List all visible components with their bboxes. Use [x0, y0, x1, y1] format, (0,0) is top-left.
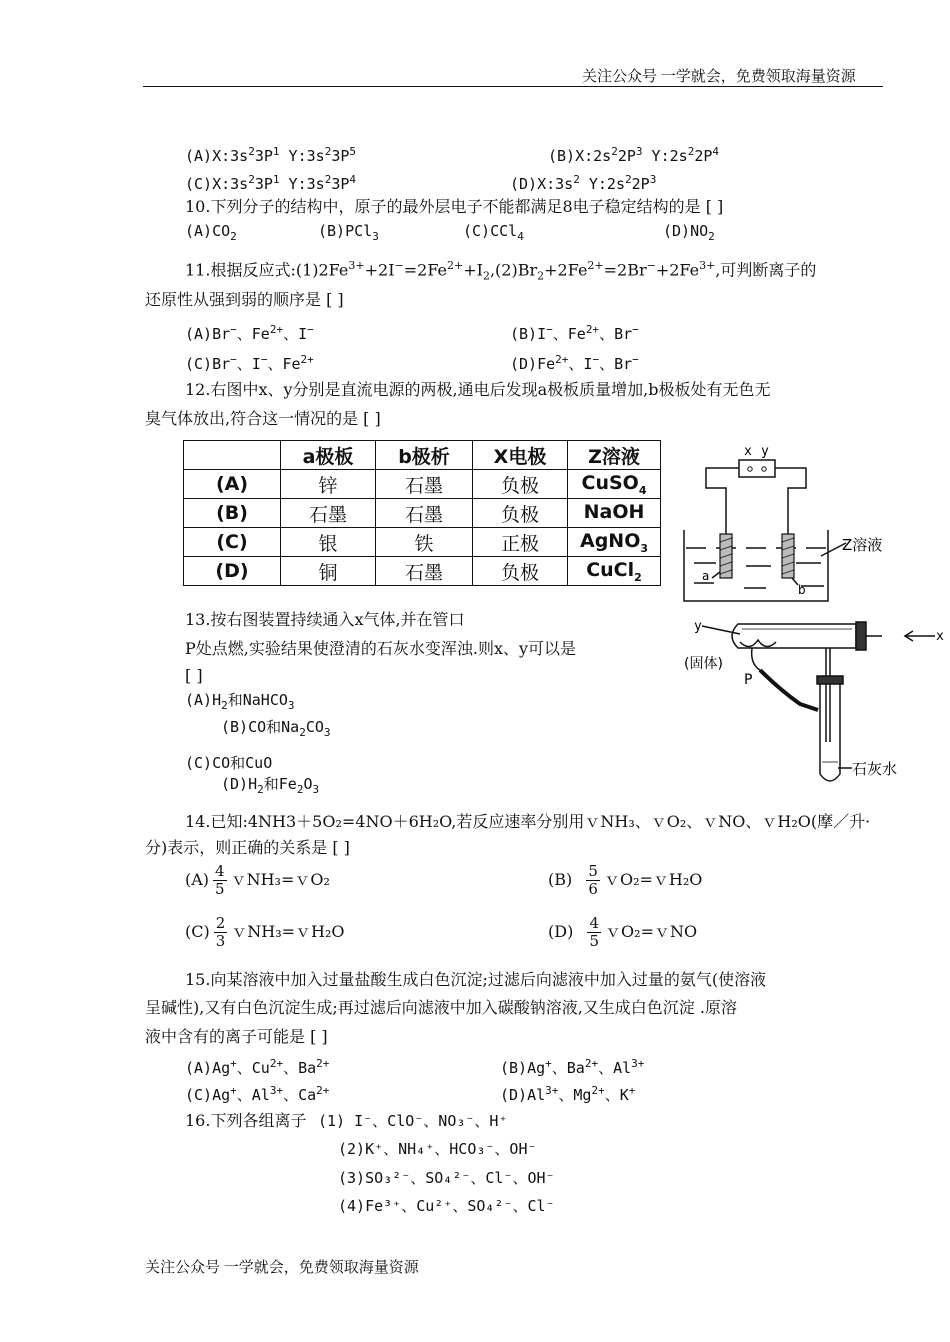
q16-group-3: (3)SO₃²⁻、SO₄²⁻、Cl⁻、OH⁻ [338, 1169, 555, 1187]
q10-option-b: (B)PCl$_3$ [318, 222, 379, 243]
q13-option-c: (C)CO和CuO [185, 754, 273, 772]
table-cell: 石墨 [281, 499, 376, 528]
table-cell: 负极 [473, 470, 568, 499]
table-row [184, 499, 661, 528]
table-cell: 石墨 [376, 557, 473, 586]
q10-option-c: (C)CCl$_4$ [463, 222, 524, 243]
page-footer: 关注公众号 一学就会，免费领取海量资源 [145, 1260, 419, 1276]
label-p: P [744, 672, 753, 688]
stopper [856, 622, 866, 650]
q9-option-b: $(B)X:2s^22P^3$ $Y:2s^22P^4$ [548, 145, 719, 165]
table-cell: CuCl$_2$ [568, 557, 661, 586]
label-b: b [798, 583, 806, 597]
q15-stem-line3: 液中含有的离子可能是 [ ] [145, 1027, 328, 1046]
q15-option-b: (B)Ag+、$Ba^{2+}$、$Al^{3+}$ [500, 1057, 645, 1077]
label-z-solution: Z溶液 [842, 536, 883, 554]
q16-group-2: (2)K⁺、NH₄⁺、HCO₃⁻、OH⁻ [338, 1140, 537, 1158]
q14-option-a: (A) $\frac{4}{5}$ ｖNH₃=ｖO₂ [185, 862, 330, 898]
table-cell: 负极 [473, 557, 568, 586]
q10-stem: 10.下列分子的结构中，原子的最外层电子不能都满足8电子稳定结构的是 [ ] [185, 197, 724, 216]
q15-stem-line1: 15.向某溶液中加入过量盐酸生成白色沉淀;过滤后向滤液中加入过量的氨气(使溶液 [185, 970, 767, 989]
q13-option-b: (B)CO和$Na_2CO_3$ [221, 718, 331, 739]
table-cell: 石墨 [376, 470, 473, 499]
q16-stem: 16.下列各组离子 [185, 1111, 307, 1130]
table-header-cell: b极析 [376, 441, 473, 470]
q16-group-4: (4)Fe³⁺、Cu²⁺、SO₄²⁻、Cl⁻ [338, 1197, 555, 1215]
q14-stem-line1: 14.已知:4NH3＋5O₂=4NO＋6H₂O,若反应速率分别用ｖNH₃、ｖO₂、ｖNO、ｖH₂O(摩／升· [185, 812, 871, 831]
table-header-row [184, 441, 661, 470]
table-cell: NaOH [568, 499, 661, 528]
power-source [739, 460, 775, 477]
table-cell: CuSO$_4$ [568, 470, 661, 499]
label-a: a [702, 569, 710, 583]
table-cell: (C) [184, 528, 281, 557]
table-cell: AgNO$_3$ [568, 528, 661, 557]
q14-option-b: (B) $\frac{5}{6}$ ｖO₂=ｖH₂O [548, 862, 703, 898]
table-cell: 正极 [473, 528, 568, 557]
table-cell: 负极 [473, 499, 568, 528]
q9-option-d: $(D)X:3s^2$ $Y:2s^22P^3$ [510, 173, 657, 193]
table-header-cell [184, 441, 281, 470]
label-y: y [761, 444, 769, 459]
q11-option-d: $(D)Fe^{2+}$、I−、Br− [510, 353, 639, 373]
q14-option-d: (D) $\frac{4}{5}$ ｖO₂=ｖNO [548, 914, 698, 950]
combustion-tube-diagram [680, 612, 945, 792]
table-cell: 锌 [281, 470, 376, 499]
label-x-gas: x [936, 629, 944, 644]
table-header-cell: Z溶液 [568, 441, 661, 470]
q15-option-d: $(D)Al^{3+}$、$Mg^{2+}$、K+ [500, 1084, 636, 1104]
table-cell: (B) [184, 499, 281, 528]
q15-option-a: (A)Ag+、$Cu^{2+}$、$Ba^{2+}$ [185, 1057, 330, 1077]
header-rule [143, 86, 883, 87]
q14-stem-line2: 分)表示，则正确的关系是 [ ] [145, 838, 350, 857]
q13-stem-line1: 13.按右图装置持续通入x气体,并在管口 [185, 610, 465, 629]
label-solid: (固体) [684, 656, 723, 672]
table-header-cell: a极板 [281, 441, 376, 470]
q10-option-d: $(D)NO_2$ [663, 222, 715, 243]
table-row [184, 528, 661, 557]
q13-option-a: $(A)H_2$和NaHCO$_3$ [185, 691, 295, 712]
q9-option-a: $(A)X:3s^23P^1$ $Y:3s^23P^5$ [185, 145, 356, 165]
q11-option-a: (A)Br−、$Fe^{2+}$、I− [185, 323, 314, 343]
label-y-solid: y [694, 619, 702, 634]
table-cell: 铜 [281, 557, 376, 586]
q11-stem: 11.根据反应式$:(1)2Fe^{3+}+2I^-=2Fe^{2+}+I_2,(2)Br_2+2Fe^{2+}=2Br^-+2Fe^{3+}$,可判断离子的 [185, 259, 817, 283]
q16-group-1: (1) I⁻、ClO⁻、NO₃⁻、H⁺ [318, 1112, 508, 1130]
wire-right [775, 468, 806, 534]
q13-option-d: $(D)H_2$和$Fe_2O_3$ [221, 775, 320, 796]
q13-stem-line2: P处点燃,实验结果使澄清的石灰水变浑浊.则x、y可以是 [185, 639, 577, 658]
electrolysis-diagram [676, 438, 906, 608]
table-header-cell: X电极 [473, 441, 568, 470]
label-x: x [744, 444, 752, 459]
table-cell: (D) [184, 557, 281, 586]
q15-stem-line2: 呈碱性),又有白色沉淀生成;再过滤后向滤液中加入碳酸钠溶液,又生成白色沉淀 .原溶 [145, 998, 737, 1017]
q12-stem-line2: 臭气体放出,符合这一情况的是 [ ] [145, 409, 381, 428]
q14-option-c: (C) $\frac{2}{3}$ ｖNH₃=ｖH₂O [185, 914, 345, 950]
q9-option-c: $(C)X:3s^23P^1$ $Y:3s^23P^4$ [185, 173, 356, 193]
q12-table [183, 440, 661, 586]
table-cell: 铁 [376, 528, 473, 557]
q11-stem-line2: 还原性从强到弱的顺序是 [ ] [145, 290, 344, 309]
q11-option-b: (B)I−、$Fe^{2+}$、Br− [510, 323, 639, 343]
table-row [184, 470, 661, 499]
label-lime-water: 石灰水 [852, 760, 898, 778]
table-cell: 石墨 [376, 499, 473, 528]
table-cell: (A) [184, 470, 281, 499]
q12-stem-line1: 12.右图中x、y分别是直流电源的两极,通电后发现a极板质量增加,b极板处有无色无 [185, 380, 771, 399]
q11-option-c: (C)Br−、I−、$Fe^{2+}$ [185, 353, 314, 373]
table-row [184, 557, 661, 586]
q10-option-a: $(A)CO_2$ [185, 222, 237, 243]
wire-left [706, 468, 739, 534]
page-header: 关注公众号 一学就会，免费领取海量资源 [582, 69, 856, 85]
table-cell: 银 [281, 528, 376, 557]
glass-tube [732, 624, 856, 648]
q13-stem-line3: [ ] [185, 666, 203, 685]
q15-option-c: (C)Ag+、$Al^{3+}$、$Ca^{2+}$ [185, 1084, 330, 1104]
